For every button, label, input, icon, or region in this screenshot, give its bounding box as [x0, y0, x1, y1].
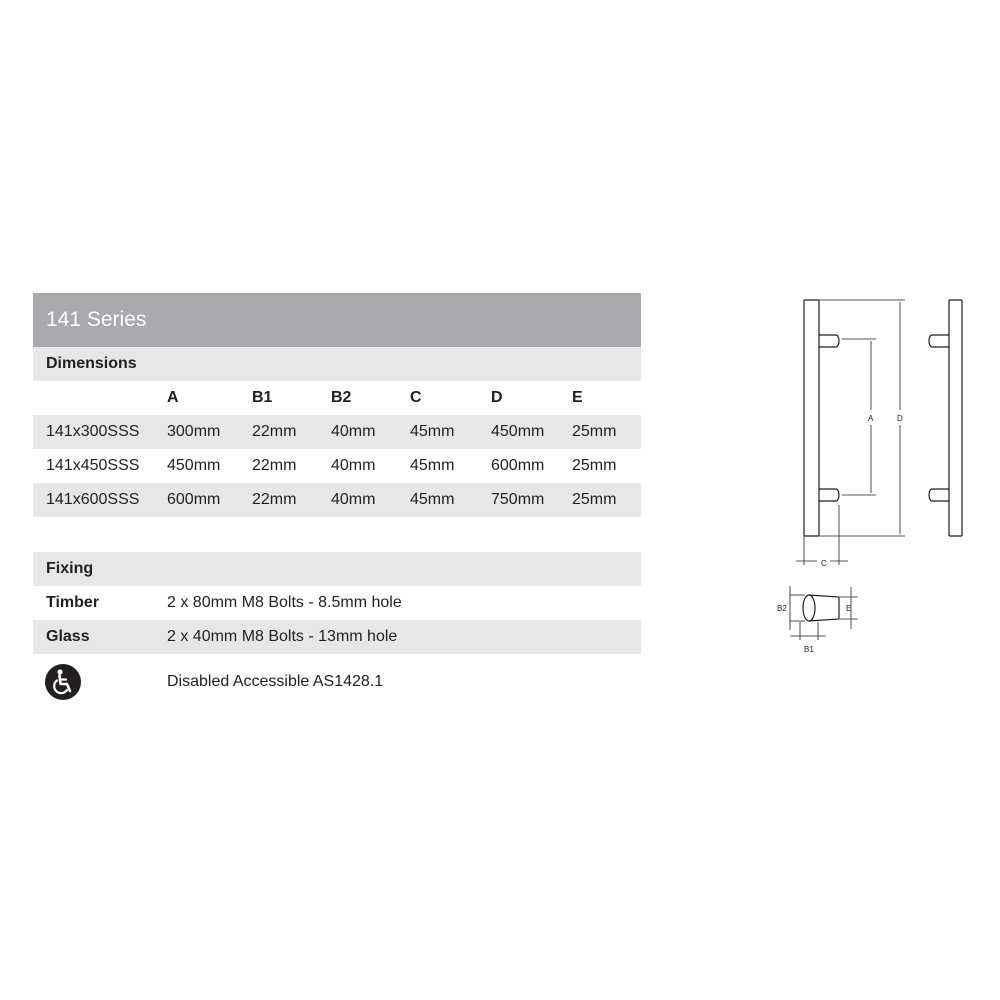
- accessibility-text: Disabled Accessible AS1428.1: [167, 673, 384, 690]
- fixing-value: 2 x 80mm M8 Bolts - 8.5mm hole: [167, 594, 402, 611]
- value-cell: 600mm: [491, 457, 545, 474]
- header-a: A: [167, 389, 179, 406]
- handle-bar-side: [949, 300, 962, 536]
- fixing-row-glass: [33, 620, 641, 654]
- value-cell: 25mm: [572, 491, 617, 508]
- label-e: E: [846, 604, 852, 613]
- series-title: 141 Series: [33, 293, 641, 347]
- value-cell: 450mm: [167, 457, 221, 474]
- handle-diagram: [760, 290, 975, 660]
- dimensions-section-header: [33, 347, 641, 381]
- value-cell: 600mm: [167, 491, 221, 508]
- value-cell: 40mm: [331, 491, 376, 508]
- model-cell: 141x300SSS: [46, 423, 140, 440]
- value-cell: 300mm: [167, 423, 221, 440]
- model-cell: 141x600SSS: [46, 491, 140, 508]
- fixing-value: 2 x 40mm M8 Bolts - 13mm hole: [167, 628, 398, 645]
- value-cell: 25mm: [572, 457, 617, 474]
- header-d: D: [491, 389, 503, 406]
- section-spacer: [33, 517, 641, 552]
- fixing-row-timber: [33, 586, 641, 620]
- spec-sheet: [33, 293, 641, 710]
- value-cell: 750mm: [491, 491, 545, 508]
- value-cell: 40mm: [331, 423, 376, 440]
- table-row: [33, 483, 641, 517]
- value-cell: 45mm: [410, 491, 455, 508]
- value-cell: 22mm: [252, 457, 297, 474]
- label-b1: B1: [804, 645, 814, 654]
- value-cell: 450mm: [491, 423, 545, 440]
- label-a: A: [868, 414, 874, 423]
- table-row: [33, 415, 641, 449]
- detail-standoff-end: [803, 595, 815, 621]
- label-c: C: [821, 559, 827, 568]
- fixing-section-header: [33, 552, 641, 586]
- value-cell: 22mm: [252, 423, 297, 440]
- label-d: D: [897, 414, 903, 423]
- side-standoff-bottom: [929, 489, 949, 501]
- header-b1: B1: [252, 389, 273, 406]
- wheelchair-icon: [45, 664, 81, 700]
- value-cell: 40mm: [331, 457, 376, 474]
- value-cell: 25mm: [572, 423, 617, 440]
- value-cell: 22mm: [252, 491, 297, 508]
- table-row: [33, 449, 641, 483]
- header-e: E: [572, 389, 583, 406]
- fixing-type-label: Glass: [46, 628, 90, 645]
- value-cell: 45mm: [410, 457, 455, 474]
- model-cell: 141x450SSS: [46, 457, 140, 474]
- dimensions-label: Dimensions: [46, 355, 137, 372]
- dimensions-column-headers: [33, 381, 641, 415]
- header-c: C: [410, 389, 422, 406]
- accessibility-row: [33, 654, 641, 710]
- label-b2: B2: [777, 604, 787, 613]
- standoff-top: [819, 335, 839, 347]
- side-standoff-top: [929, 335, 949, 347]
- handle-bar-front: [804, 300, 819, 536]
- value-cell: 45mm: [410, 423, 455, 440]
- standoff-bottom: [819, 489, 839, 501]
- fixing-label: Fixing: [46, 560, 94, 577]
- header-b2: B2: [331, 389, 352, 406]
- fixing-type-label: Timber: [46, 594, 100, 611]
